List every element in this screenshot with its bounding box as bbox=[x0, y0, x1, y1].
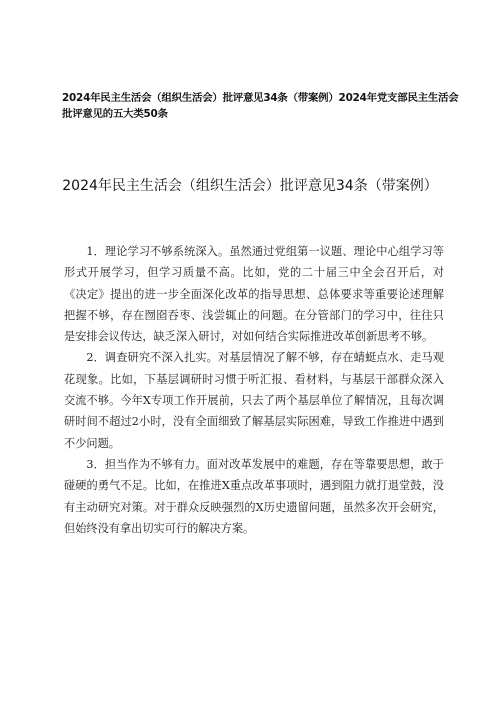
document-title: 2024年民主生活会（组织生活会）批评意见34条（带案例） bbox=[62, 178, 438, 194]
paragraph-1: 1．理论学习不够系统深入。虽然通过党组第一议题、理论中心组学习等形式开展学习，但学习质量不高。比如，党的二十届三中全会召开后，对《决定》提出的进一步全面深化改革的指导思想、总体要求等重要论述理解把握不够，存在囫囵吞枣、浅尝辄止的问题。在分管部门的学习中，往往只是安排会议传达，缺乏深入研讨，对如何结合实际推进改革创新思考不够。 bbox=[64, 245, 444, 344]
paragraph-3: 3．担当作为不够有力。面对改革发展中的难题，存在等靠要思想，敢于碰硬的勇气不足。比如，在推进X重点改革事项时，遇到阻力就打退堂鼓，没有主动研究对策。对于群众反映强烈的X历史遗留问题，虽然多次开会研究，但始终没有拿出切实可行的解决方案。 bbox=[64, 457, 444, 535]
document-body bbox=[64, 241, 444, 539]
document-header: 2024年民主生活会（组织生活会）批评意见34条（带案例）2024年党支部民主生活会批评意见的五大类50条 bbox=[62, 92, 459, 120]
paragraph-2: 2．调查研究不深入扎实。对基层情况了解不够，存在蜻蜓点水、走马观花现象。比如，下基层调研时习惯于听汇报、看材料，与基层干部群众深入交流不够。今年X专项工作开展前，只去了两个基层单位了解情况，且每次调研时间不超过2小时，没有全面细致了解基层实际困难，导致工作推进中遇到不少问题。 bbox=[64, 351, 444, 450]
